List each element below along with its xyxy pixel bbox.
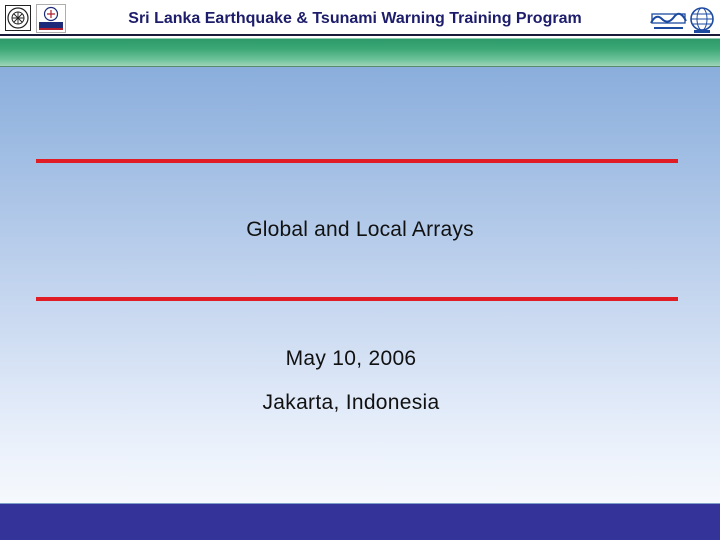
header-bar — [0, 0, 720, 36]
green-accent-band — [0, 36, 720, 67]
top-red-divider — [36, 159, 678, 163]
usgs-logo — [650, 11, 687, 32]
seal-logo-left — [5, 5, 31, 31]
bottom-red-divider — [36, 297, 678, 301]
slide-title: Global and Local Arrays — [246, 218, 474, 241]
slide-content-area — [0, 67, 720, 504]
usaid-logo — [36, 4, 66, 33]
program-title: Sri Lanka Earthquake & Tsunami Warning Training Program — [128, 10, 582, 27]
footer-bar — [0, 504, 720, 540]
ioc-unesco-logo — [688, 6, 716, 34]
presentation-location: Jakarta, Indonesia — [262, 391, 440, 414]
presentation-date: May 10, 2006 — [285, 347, 417, 370]
